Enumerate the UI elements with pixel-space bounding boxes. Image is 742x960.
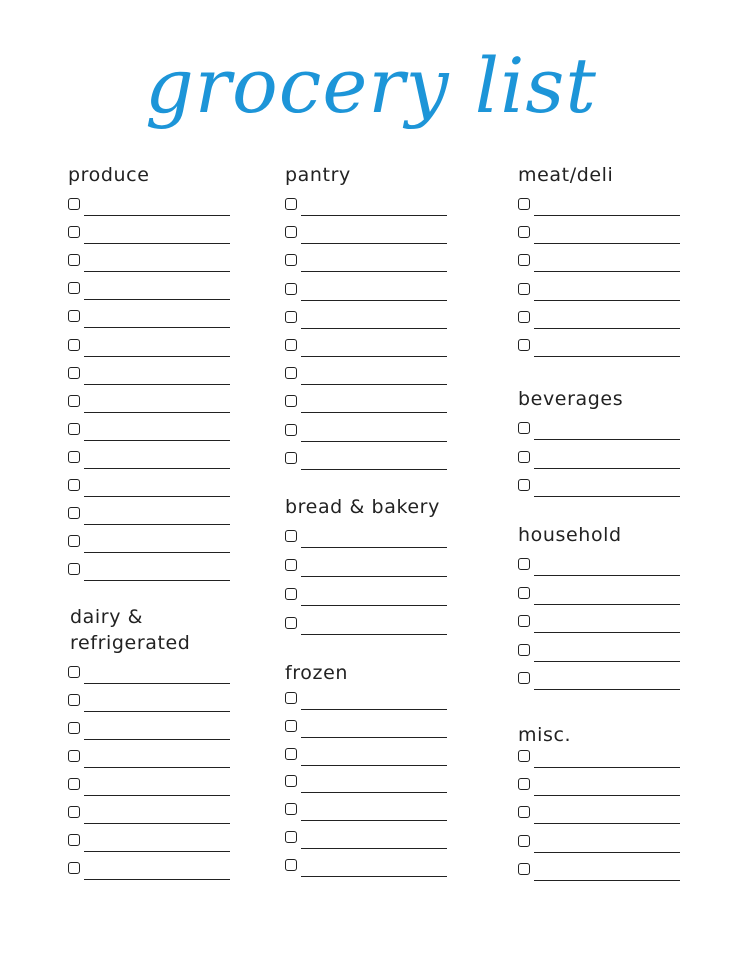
- checklist-item[interactable]: [518, 670, 680, 690]
- writing-line[interactable]: [84, 524, 230, 525]
- checkbox[interactable]: [68, 535, 80, 547]
- writing-line[interactable]: [301, 412, 447, 413]
- writing-line[interactable]: [301, 576, 447, 577]
- checklist-item[interactable]: [518, 281, 680, 301]
- writing-line[interactable]: [534, 575, 680, 576]
- checkbox[interactable]: [285, 748, 297, 760]
- writing-line[interactable]: [84, 823, 230, 824]
- writing-line[interactable]: [534, 496, 680, 497]
- section-title-meat-deli: meat/deli: [518, 164, 614, 186]
- writing-line[interactable]: [301, 876, 447, 877]
- writing-line[interactable]: [534, 661, 680, 662]
- checkbox[interactable]: [68, 563, 80, 575]
- checklist-item[interactable]: [518, 196, 680, 216]
- checklist-item[interactable]: [285, 829, 447, 849]
- writing-line[interactable]: [534, 215, 680, 216]
- checkbox[interactable]: [68, 310, 80, 322]
- writing-line[interactable]: [301, 271, 447, 272]
- writing-line[interactable]: [301, 215, 447, 216]
- writing-line[interactable]: [84, 440, 230, 441]
- checklist-item[interactable]: [285, 365, 447, 385]
- writing-line[interactable]: [534, 328, 680, 329]
- writing-line[interactable]: [301, 605, 447, 606]
- checklist-item[interactable]: [285, 281, 447, 301]
- checklist-item[interactable]: [285, 309, 447, 329]
- checklist-item[interactable]: [285, 393, 447, 413]
- writing-line[interactable]: [534, 852, 680, 853]
- writing-line[interactable]: [84, 496, 230, 497]
- writing-line[interactable]: [534, 632, 680, 633]
- writing-line[interactable]: [84, 795, 230, 796]
- checklist-item[interactable]: [68, 224, 230, 244]
- checklist-item[interactable]: [285, 528, 447, 548]
- writing-line[interactable]: [84, 711, 230, 712]
- checklist-item[interactable]: [285, 557, 447, 577]
- writing-line[interactable]: [534, 823, 680, 824]
- checklist-item[interactable]: [285, 746, 447, 766]
- checkbox[interactable]: [518, 644, 530, 656]
- checkbox[interactable]: [68, 694, 80, 706]
- checkbox[interactable]: [518, 479, 530, 491]
- checkbox[interactable]: [518, 451, 530, 463]
- checkbox[interactable]: [518, 198, 530, 210]
- checklist-item[interactable]: [68, 720, 230, 740]
- checklist-item[interactable]: [518, 337, 680, 357]
- checklist-item[interactable]: [68, 280, 230, 300]
- checkbox[interactable]: [68, 666, 80, 678]
- checklist-item[interactable]: [68, 421, 230, 441]
- checkbox[interactable]: [68, 834, 80, 846]
- checkbox[interactable]: [518, 283, 530, 295]
- checkbox[interactable]: [68, 339, 80, 351]
- checkbox[interactable]: [68, 451, 80, 463]
- checklist-item[interactable]: [68, 832, 230, 852]
- checkbox[interactable]: [285, 617, 297, 629]
- writing-line[interactable]: [301, 300, 447, 301]
- checklist-item[interactable]: [68, 804, 230, 824]
- checklist-item[interactable]: [285, 690, 447, 710]
- writing-line[interactable]: [84, 412, 230, 413]
- checkbox[interactable]: [285, 692, 297, 704]
- checkbox[interactable]: [285, 339, 297, 351]
- checklist-item[interactable]: [68, 449, 230, 469]
- checklist-item[interactable]: [68, 748, 230, 768]
- checklist-item[interactable]: [285, 857, 447, 877]
- checklist-item[interactable]: [285, 718, 447, 738]
- checkbox[interactable]: [68, 226, 80, 238]
- writing-line[interactable]: [84, 327, 230, 328]
- writing-line[interactable]: [534, 767, 680, 768]
- checklist-item[interactable]: [285, 586, 447, 606]
- checkbox[interactable]: [285, 198, 297, 210]
- writing-line[interactable]: [534, 356, 680, 357]
- checkbox[interactable]: [285, 720, 297, 732]
- checklist-item[interactable]: [68, 477, 230, 497]
- writing-line[interactable]: [84, 299, 230, 300]
- writing-line[interactable]: [84, 243, 230, 244]
- checkbox[interactable]: [518, 615, 530, 627]
- checklist-item[interactable]: [68, 776, 230, 796]
- checkbox[interactable]: [68, 282, 80, 294]
- writing-line[interactable]: [301, 848, 447, 849]
- checkbox[interactable]: [68, 750, 80, 762]
- checklist-item[interactable]: [518, 613, 680, 633]
- checklist-item[interactable]: [518, 224, 680, 244]
- checkbox[interactable]: [285, 424, 297, 436]
- checkbox[interactable]: [285, 803, 297, 815]
- writing-line[interactable]: [301, 634, 447, 635]
- writing-line[interactable]: [534, 795, 680, 796]
- section-title-bread-bakery: bread & bakery: [285, 496, 440, 518]
- writing-line[interactable]: [301, 792, 447, 793]
- checkbox[interactable]: [68, 722, 80, 734]
- writing-line[interactable]: [534, 439, 680, 440]
- page-title: grocery list: [145, 41, 597, 130]
- checklist-item[interactable]: [518, 776, 680, 796]
- checkbox[interactable]: [285, 859, 297, 871]
- writing-line[interactable]: [301, 820, 447, 821]
- checklist-item[interactable]: [68, 561, 230, 581]
- checklist-item[interactable]: [518, 748, 680, 768]
- checklist-item[interactable]: [68, 393, 230, 413]
- checkbox[interactable]: [285, 254, 297, 266]
- checkbox[interactable]: [285, 559, 297, 571]
- writing-line[interactable]: [534, 689, 680, 690]
- checkbox[interactable]: [68, 395, 80, 407]
- writing-line[interactable]: [301, 469, 447, 470]
- checkbox[interactable]: [285, 311, 297, 323]
- section-title-beverages: beverages: [518, 388, 624, 410]
- checklist-item[interactable]: [68, 860, 230, 880]
- checkbox[interactable]: [285, 588, 297, 600]
- writing-line[interactable]: [301, 328, 447, 329]
- writing-line[interactable]: [84, 468, 230, 469]
- checkbox[interactable]: [518, 226, 530, 238]
- checkbox[interactable]: [518, 835, 530, 847]
- writing-line[interactable]: [534, 604, 680, 605]
- section-title-pantry: pantry: [285, 164, 351, 186]
- checklist-item[interactable]: [518, 420, 680, 440]
- checkbox[interactable]: [68, 198, 80, 210]
- checkbox[interactable]: [68, 254, 80, 266]
- checkbox[interactable]: [518, 311, 530, 323]
- checkbox[interactable]: [518, 863, 530, 875]
- writing-line[interactable]: [84, 580, 230, 581]
- checkbox[interactable]: [518, 672, 530, 684]
- writing-line[interactable]: [301, 384, 447, 385]
- writing-line[interactable]: [84, 552, 230, 553]
- writing-line[interactable]: [301, 737, 447, 738]
- writing-line[interactable]: [84, 879, 230, 880]
- section-title-frozen: frozen: [285, 662, 349, 684]
- writing-line[interactable]: [301, 356, 447, 357]
- writing-line[interactable]: [534, 271, 680, 272]
- checklist-item[interactable]: [518, 804, 680, 824]
- checklist-item[interactable]: [285, 422, 447, 442]
- checkbox[interactable]: [518, 778, 530, 790]
- checklist-item[interactable]: [518, 477, 680, 497]
- checkbox[interactable]: [285, 530, 297, 542]
- writing-line[interactable]: [84, 739, 230, 740]
- writing-line[interactable]: [84, 384, 230, 385]
- checkbox[interactable]: [285, 452, 297, 464]
- checklist-item[interactable]: [518, 309, 680, 329]
- checklist-item[interactable]: [285, 252, 447, 272]
- writing-line[interactable]: [301, 441, 447, 442]
- writing-line[interactable]: [84, 851, 230, 852]
- checklist-item[interactable]: [68, 533, 230, 553]
- section-title-produce: produce: [68, 164, 150, 186]
- checklist-item[interactable]: [285, 224, 447, 244]
- checkbox[interactable]: [68, 778, 80, 790]
- checkbox[interactable]: [68, 507, 80, 519]
- checklist-item[interactable]: [285, 773, 447, 793]
- checklist-item[interactable]: [285, 196, 447, 216]
- checkbox[interactable]: [518, 806, 530, 818]
- writing-line[interactable]: [84, 271, 230, 272]
- checkbox[interactable]: [68, 367, 80, 379]
- checkbox[interactable]: [518, 339, 530, 351]
- checklist-item[interactable]: [68, 196, 230, 216]
- writing-line[interactable]: [534, 300, 680, 301]
- checkbox[interactable]: [285, 226, 297, 238]
- checklist-item[interactable]: [285, 337, 447, 357]
- writing-line[interactable]: [301, 547, 447, 548]
- checklist-item[interactable]: [68, 692, 230, 712]
- writing-line[interactable]: [534, 880, 680, 881]
- writing-line[interactable]: [301, 765, 447, 766]
- checkbox[interactable]: [518, 750, 530, 762]
- checkbox[interactable]: [68, 479, 80, 491]
- writing-line[interactable]: [84, 767, 230, 768]
- writing-line[interactable]: [84, 215, 230, 216]
- writing-line[interactable]: [534, 468, 680, 469]
- checklist-item[interactable]: [68, 337, 230, 357]
- checklist-item[interactable]: [68, 308, 230, 328]
- checkbox[interactable]: [518, 587, 530, 599]
- writing-line[interactable]: [84, 356, 230, 357]
- writing-line[interactable]: [84, 683, 230, 684]
- checklist-item[interactable]: [285, 615, 447, 635]
- checkbox[interactable]: [518, 254, 530, 266]
- checklist-item[interactable]: [518, 449, 680, 469]
- checklist-item[interactable]: [285, 450, 447, 470]
- checklist-item[interactable]: [68, 505, 230, 525]
- checkbox[interactable]: [285, 775, 297, 787]
- checklist-item[interactable]: [518, 642, 680, 662]
- checklist-item[interactable]: [518, 585, 680, 605]
- checkbox[interactable]: [68, 423, 80, 435]
- checklist-item[interactable]: [68, 664, 230, 684]
- checklist-item[interactable]: [68, 252, 230, 272]
- checklist-item[interactable]: [518, 861, 680, 881]
- section-title-dairy-refrigerated: dairy & refrigerated: [70, 606, 191, 654]
- checklist-item[interactable]: [518, 556, 680, 576]
- writing-line[interactable]: [534, 243, 680, 244]
- checklist-item[interactable]: [285, 801, 447, 821]
- checkbox[interactable]: [68, 806, 80, 818]
- writing-line[interactable]: [301, 243, 447, 244]
- checkbox[interactable]: [518, 422, 530, 434]
- checkbox[interactable]: [285, 283, 297, 295]
- checkbox[interactable]: [285, 831, 297, 843]
- checkbox[interactable]: [285, 367, 297, 379]
- checkbox[interactable]: [518, 558, 530, 570]
- checklist-item[interactable]: [68, 365, 230, 385]
- section-title-misc: misc.: [518, 724, 572, 746]
- section-title-household: household: [518, 524, 622, 546]
- writing-line[interactable]: [301, 709, 447, 710]
- checklist-item[interactable]: [518, 252, 680, 272]
- checklist-item[interactable]: [518, 833, 680, 853]
- checkbox[interactable]: [285, 395, 297, 407]
- checkbox[interactable]: [68, 862, 80, 874]
